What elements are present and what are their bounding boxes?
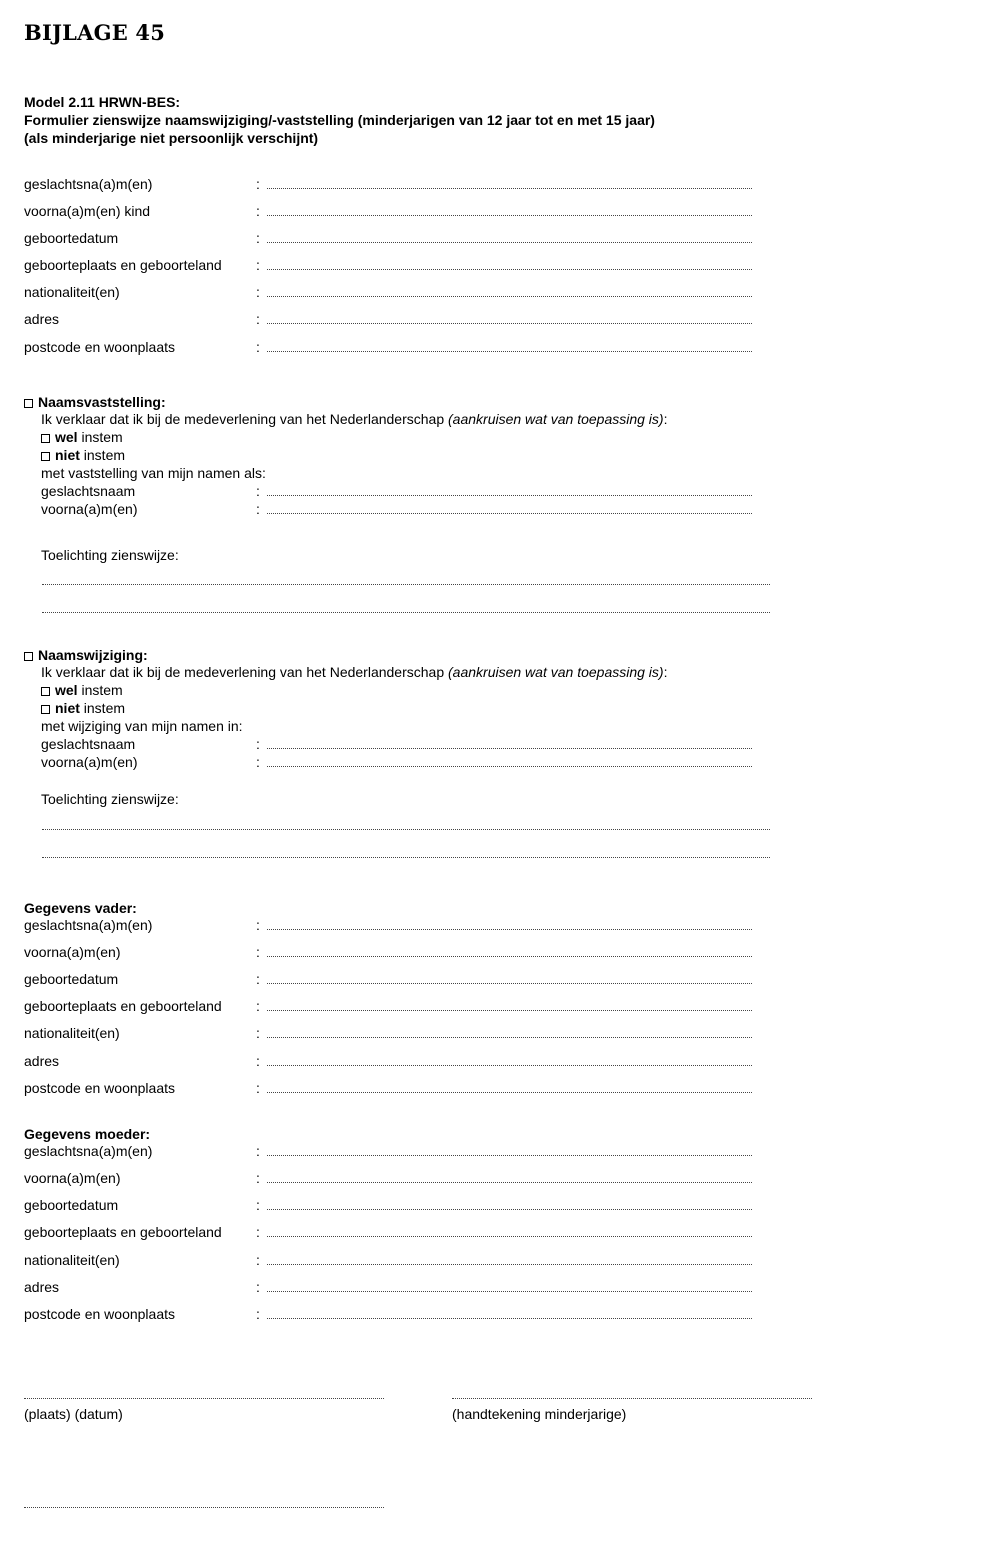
fill-line[interactable] bbox=[267, 1155, 752, 1156]
field-colon: : bbox=[256, 1080, 260, 1096]
field-colon: : bbox=[256, 203, 260, 219]
field-label: adres bbox=[24, 1279, 60, 1295]
field-colon: : bbox=[256, 1306, 260, 1322]
fill-line[interactable] bbox=[267, 296, 752, 297]
field-colon: : bbox=[256, 501, 260, 517]
field-colon: : bbox=[256, 230, 260, 246]
field-label: nationaliteit(en) bbox=[24, 1025, 120, 1041]
field-label: geboortedatum bbox=[24, 230, 119, 246]
checkbox-naamswijziging[interactable] bbox=[24, 652, 33, 661]
toelichting-label: Toelichting zienswijze: bbox=[41, 547, 179, 563]
toelichting-line[interactable] bbox=[42, 829, 770, 830]
section-heading bbox=[24, 393, 166, 411]
option-bold: niet bbox=[55, 447, 80, 463]
field-label: geboorteplaats en geboorteland bbox=[24, 257, 222, 273]
fill-line[interactable] bbox=[267, 766, 752, 767]
option-niet bbox=[41, 699, 125, 717]
form-title: Formulier zienswijze naamswijziging/-vaststelling (minderjarigen van 12 jaar tot en met 15 jaar) bbox=[24, 112, 655, 128]
option-niet bbox=[41, 446, 125, 464]
field-label: geboorteplaats en geboorteland bbox=[24, 1224, 222, 1240]
field-label: geslachtsna(a)m(en) bbox=[24, 176, 153, 192]
toelichting-label: Toelichting zienswijze: bbox=[41, 791, 179, 807]
section-heading-text: Naamswijziging: bbox=[38, 647, 148, 663]
field-label: geslachtsnaam bbox=[41, 736, 136, 752]
field-label: voorna(a)m(en) kind bbox=[24, 203, 151, 219]
field-label: geboortedatum bbox=[24, 971, 119, 987]
field-colon: : bbox=[256, 736, 260, 752]
instruction-line: met wijziging van mijn namen in: bbox=[41, 718, 243, 734]
field-label: voorna(a)m(en) bbox=[41, 754, 138, 770]
declaration-hint: (aankruisen wat van toepassing is) bbox=[448, 664, 664, 680]
field-label: geslachtsna(a)m(en) bbox=[24, 1143, 153, 1159]
field-label: postcode en woonplaats bbox=[24, 1080, 175, 1096]
fill-line[interactable] bbox=[267, 269, 752, 270]
option-bold: wel bbox=[55, 682, 78, 698]
field-label: postcode en woonplaats bbox=[24, 1306, 175, 1322]
field-label: geslachtsnaam bbox=[41, 483, 136, 499]
fill-line[interactable] bbox=[267, 929, 752, 930]
declaration-end: : bbox=[663, 664, 668, 680]
field-colon: : bbox=[256, 284, 260, 300]
checkbox-wel[interactable] bbox=[41, 434, 50, 443]
option-rest: instem bbox=[77, 682, 123, 698]
option-wel bbox=[41, 681, 123, 699]
field-label: postcode en woonplaats bbox=[24, 339, 175, 355]
fill-line[interactable] bbox=[267, 956, 752, 957]
field-colon: : bbox=[256, 1224, 260, 1240]
field-colon: : bbox=[256, 1197, 260, 1213]
fill-line[interactable] bbox=[267, 1092, 752, 1093]
toelichting-line[interactable] bbox=[42, 584, 770, 585]
checkbox-niet[interactable] bbox=[41, 705, 50, 714]
field-colon: : bbox=[256, 1279, 260, 1295]
declaration-end: : bbox=[663, 411, 668, 427]
fill-line[interactable] bbox=[267, 1264, 752, 1265]
option-rest: instem bbox=[77, 429, 123, 445]
fill-line[interactable] bbox=[267, 1209, 752, 1210]
fill-line[interactable] bbox=[267, 242, 752, 243]
option-wel bbox=[41, 428, 123, 446]
field-colon: : bbox=[256, 1025, 260, 1041]
option-bold: niet bbox=[55, 700, 80, 716]
extra-signature-line[interactable] bbox=[24, 1507, 384, 1508]
model-number: Model 2.11 HRWN-BES: bbox=[24, 94, 181, 110]
checkbox-niet[interactable] bbox=[41, 452, 50, 461]
document-title: BIJLAGE 45 bbox=[24, 20, 166, 45]
section-heading: Gegevens moeder: bbox=[24, 1126, 151, 1142]
field-label: voorna(a)m(en) bbox=[41, 501, 138, 517]
option-bold: wel bbox=[55, 429, 78, 445]
option-rest: instem bbox=[79, 700, 126, 716]
field-label: nationaliteit(en) bbox=[24, 284, 120, 300]
field-colon: : bbox=[256, 483, 260, 499]
declaration-intro: Ik verklaar dat ik bij de medeverlening van het Nederlanderschap bbox=[41, 411, 449, 427]
declaration-text bbox=[41, 410, 667, 428]
fill-line[interactable] bbox=[267, 495, 752, 496]
field-label: nationaliteit(en) bbox=[24, 1252, 120, 1268]
declaration-hint: (aankruisen wat van toepassing is) bbox=[448, 411, 664, 427]
field-colon: : bbox=[256, 257, 260, 273]
section-heading: Gegevens vader: bbox=[24, 900, 137, 916]
signature-minor-label: (handtekening minderjarige) bbox=[452, 1406, 627, 1422]
fill-line[interactable] bbox=[267, 323, 752, 324]
option-rest: instem bbox=[79, 447, 126, 463]
field-label: adres bbox=[24, 1053, 60, 1069]
signature-minor-line[interactable] bbox=[452, 1398, 812, 1399]
fill-line[interactable] bbox=[267, 1010, 752, 1011]
field-colon: : bbox=[256, 917, 260, 933]
field-label: geboorteplaats en geboorteland bbox=[24, 998, 222, 1014]
field-label: geslachtsna(a)m(en) bbox=[24, 917, 153, 933]
fill-line[interactable] bbox=[267, 1065, 752, 1066]
fill-line[interactable] bbox=[267, 351, 752, 352]
form-subtitle: (als minderjarige niet persoonlijk verschijnt) bbox=[24, 130, 319, 146]
fill-line[interactable] bbox=[267, 1037, 752, 1038]
place-date-label: (plaats) (datum) bbox=[24, 1406, 123, 1422]
field-colon: : bbox=[256, 1143, 260, 1159]
section-heading-text: Naamsvaststelling: bbox=[38, 394, 166, 410]
field-colon: : bbox=[256, 998, 260, 1014]
toelichting-line[interactable] bbox=[42, 612, 770, 613]
field-label: voorna(a)m(en) bbox=[24, 1170, 121, 1186]
field-label: voorna(a)m(en) bbox=[24, 944, 121, 960]
place-date-line[interactable] bbox=[24, 1398, 384, 1399]
field-colon: : bbox=[256, 754, 260, 770]
fill-line[interactable] bbox=[267, 748, 752, 749]
field-colon: : bbox=[256, 944, 260, 960]
instruction-line: met vaststelling van mijn namen als: bbox=[41, 465, 266, 481]
fill-line[interactable] bbox=[267, 1236, 752, 1237]
field-colon: : bbox=[256, 971, 260, 987]
declaration-text bbox=[41, 663, 667, 681]
field-label: geboortedatum bbox=[24, 1197, 119, 1213]
field-colon: : bbox=[256, 339, 260, 355]
field-colon: : bbox=[256, 176, 260, 192]
checkbox-naamsvaststelling[interactable] bbox=[24, 399, 33, 408]
fill-line[interactable] bbox=[267, 1291, 752, 1292]
fill-line[interactable] bbox=[267, 1318, 752, 1319]
fill-line[interactable] bbox=[267, 983, 752, 984]
field-colon: : bbox=[256, 1252, 260, 1268]
field-colon: : bbox=[256, 311, 260, 327]
fill-line[interactable] bbox=[267, 188, 752, 189]
field-label: adres bbox=[24, 311, 60, 327]
field-colon: : bbox=[256, 1170, 260, 1186]
fill-line[interactable] bbox=[267, 215, 752, 216]
toelichting-line[interactable] bbox=[42, 857, 770, 858]
field-colon: : bbox=[256, 1053, 260, 1069]
fill-line[interactable] bbox=[267, 513, 752, 514]
fill-line[interactable] bbox=[267, 1182, 752, 1183]
declaration-intro: Ik verklaar dat ik bij de medeverlening van het Nederlanderschap bbox=[41, 664, 449, 680]
section-heading bbox=[24, 646, 148, 664]
checkbox-wel[interactable] bbox=[41, 687, 50, 696]
